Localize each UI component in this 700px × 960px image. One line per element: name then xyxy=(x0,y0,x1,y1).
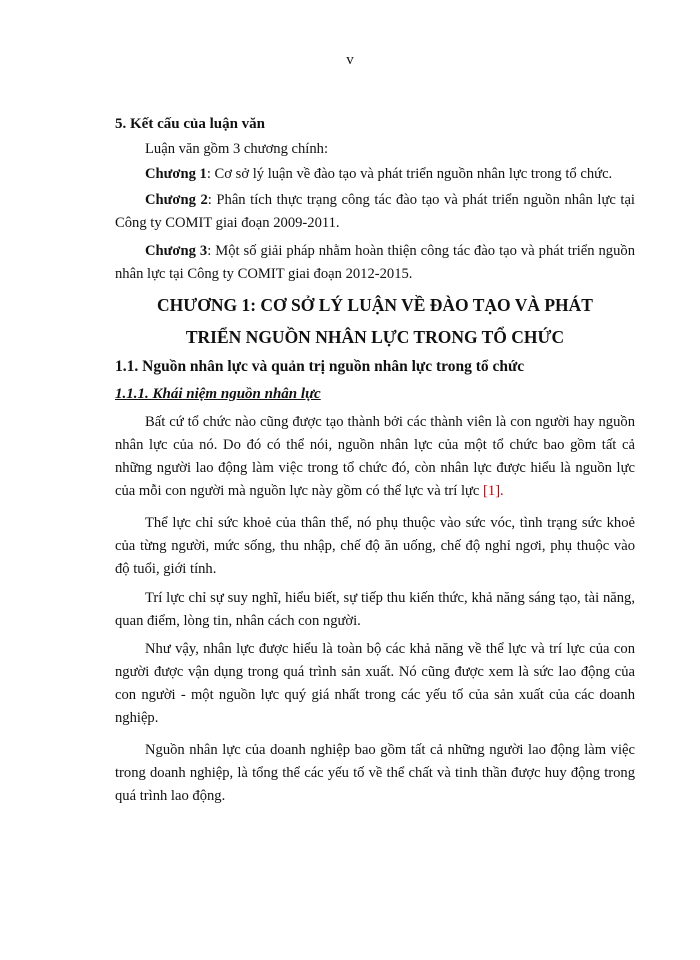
section-5-heading xyxy=(115,113,635,136)
chapter-3-text: : Một số giải pháp nhằm hoàn thiện công tác đào tạo và phát triển nguồn nhân lực tại Công ty COMIT giai đoạn 2012-2015. xyxy=(115,243,635,282)
paragraph-4: Như vậy, nhân lực được hiểu là toàn bộ các khả năng về thể lực và trí lực của con người được vận dụng trong quá trình sản xuất. Nó cũng được xem là sức lao động của con người - một nguồn lực quý giá nhất trong các yếu tố của sản xuất của các doanh nghiệp. xyxy=(115,641,635,726)
chapter-title-line-1: CHƯƠNG 1: CƠ SỞ LÝ LUẬN VỀ ĐÀO TẠO VÀ PHÁT xyxy=(157,295,593,315)
paragraph-3: Trí lực chỉ sự suy nghĩ, hiểu biết, sự tiếp thu kiến thức, khả năng sáng tạo, tài năng, quan điểm, lòng tin, nhân cách con người. xyxy=(115,590,635,629)
chapter-3-label: Chương 3 xyxy=(145,243,208,259)
section-5-title: 5. Kết cấu của luận văn xyxy=(115,116,266,132)
paragraph-5: Nguồn nhân lực của doanh nghiệp bao gồm tất cả những người lao động làm việc trong doanh nghiệp, là tổng thể các yếu tố về thể chất và tinh thần được huy động trong quá trình lao động. xyxy=(115,742,635,804)
chapter-2-summary xyxy=(115,189,635,235)
chapter-3-summary xyxy=(115,240,635,286)
page-number: v xyxy=(346,52,354,68)
chapter-1-summary xyxy=(145,163,635,186)
section-1-1-1-title: 1.1.1. Khái niệm nguồn nhân lực xyxy=(115,386,321,402)
paragraph-1 xyxy=(115,411,635,503)
section-5-intro: Luận văn gồm 3 chương chính: xyxy=(145,141,329,157)
chapter-2-label: Chương 2 xyxy=(145,192,208,208)
paragraph-2: Thể lực chỉ sức khoẻ của thân thể, nó phụ thuộc vào sức vóc, tình trạng sức khoẻ của từng người, mức sống, thu nhập, chế độ ăn uống, chế độ nghỉ ngơi, phụ thuộc vào độ tuổi, giới tính. xyxy=(115,515,635,577)
section-1-1-heading xyxy=(115,355,655,379)
chapter-1-label: Chương 1 xyxy=(145,166,207,182)
section-1-1-title: 1.1. Nguồn nhân lực và quản trị nguồn nhân lực trong tổ chức xyxy=(115,358,525,375)
section-1-1-1-heading xyxy=(115,383,635,406)
chapter-2-text: : Phân tích thực trạng công tác đào tạo và phát triển nguồn nhân lực tại Công ty COMIT giai đoạn 2009-2011. xyxy=(115,192,635,231)
chapter-title-line-2: TRIỂN NGUỒN NHÂN LỰC TRONG TỔ CHỨC xyxy=(185,327,565,347)
paragraph-1-text: Bất cứ tổ chức nào cũng được tạo thành bởi các thành viên là con người hay nguồn nhân lực của nó. Do đó có thể nói, nguồn nhân lực của một tổ chức bao gồm tất cả những người lao động làm việc trong tổ chức đó, còn nhân lực được hiểu là nguồn lực của mỗi con người mà nguồn lực này gồm có thể lực và trí lực xyxy=(115,414,635,499)
citation-ref: [1]. xyxy=(483,483,504,499)
chapter-1-text: : Cơ sở lý luận về đào tạo và phát triển nguồn nhân lực trong tổ chức. xyxy=(206,166,613,182)
